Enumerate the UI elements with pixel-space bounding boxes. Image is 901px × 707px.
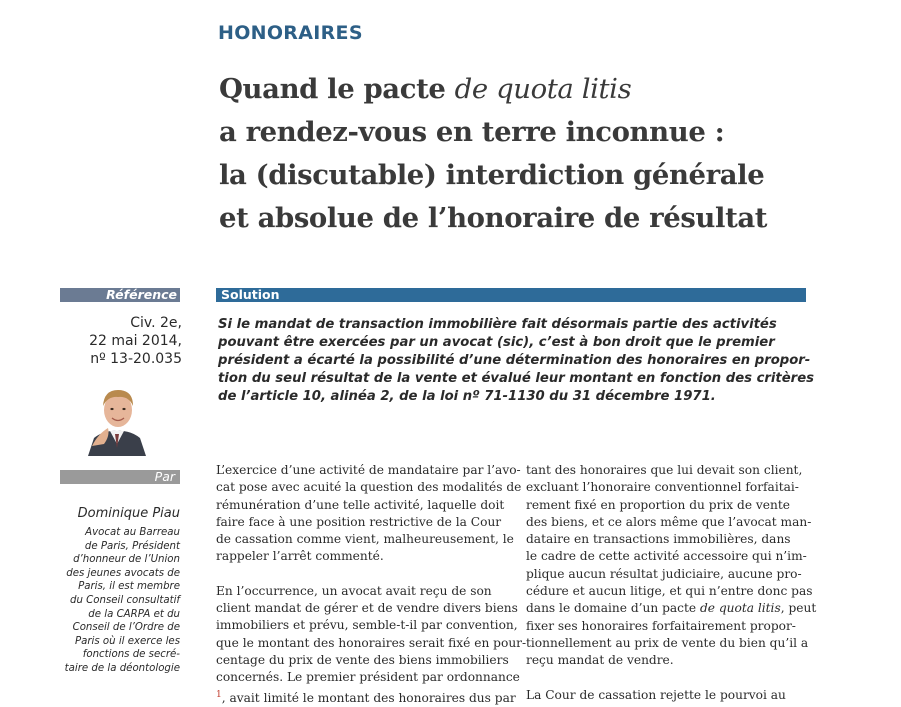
reference-label: Référence xyxy=(106,287,177,302)
body-line: centage du prix de vente des biens immobiliers xyxy=(216,652,509,667)
body-line: rémunération d’une telle activité, laquelle doit xyxy=(216,497,505,512)
reference-line: Civ. 2e, xyxy=(130,315,182,331)
bio-line: d’honneur de l’Union xyxy=(73,554,180,566)
bio-line: Conseil de l’Ordre de xyxy=(72,622,180,634)
par-label: Par xyxy=(154,469,175,484)
body-line: dans le domaine d’un pacte de quota litis, peut xyxy=(526,601,817,616)
body-line: concernés. Le premier président par ordonnance xyxy=(216,670,520,685)
body-line: En l’occurrence, un avocat avait reçu de son xyxy=(216,583,492,598)
body-line: La Cour de cassation rejette le pourvoi au xyxy=(526,687,786,702)
body-line: plique aucun résultat judiciaire, aucune pro- xyxy=(526,566,802,581)
footnote-mark[interactable]: 1 xyxy=(216,689,222,700)
solution-line: tion du seul résultat de la vente et évalué leur montant en fonction des critères xyxy=(218,371,814,386)
article-title xyxy=(219,68,859,240)
section-label: HONORAIRES xyxy=(218,22,363,44)
body-line: dataire en transactions immobilières, dans xyxy=(526,532,791,547)
body-line: faire face à une position restrictive de la Cour xyxy=(216,514,502,529)
body-line: des biens, et ce alors même que l’avocat man- xyxy=(526,514,812,529)
title-line-4: et absolue de l’honoraire de résultat xyxy=(219,202,768,234)
solution-line: président a écarté la possibilité d’une détermination des honoraires en propor- xyxy=(218,353,811,368)
bio-line: fonctions de secré- xyxy=(82,649,180,661)
solution-line: Si le mandat de transaction immobilière fait désormais partie des activités xyxy=(218,317,777,332)
bio-line: Avocat au Barreau xyxy=(85,527,180,538)
bio-line: du Conseil consultatif xyxy=(70,594,180,606)
author-portrait xyxy=(84,384,150,456)
author-bar xyxy=(60,470,180,484)
title-line-1: Quand le pacte de quota litis xyxy=(219,73,632,105)
reference-bar xyxy=(60,288,180,302)
body-line: tant des honoraires que lui devait son client, xyxy=(526,463,803,477)
solution-label: Solution xyxy=(221,287,280,302)
title-line-2: a rendez-vous en terre inconnue : xyxy=(219,116,725,148)
solution-line: pouvant être exercées par un avocat (sic), c’est à bon droit que le premier xyxy=(218,335,775,350)
body-line: tionnellement au prix de vente du bien qu’il a xyxy=(526,635,809,650)
bio-line: de la CARPA et du xyxy=(88,608,180,620)
body-line: de cassation comme vient, malheureusement, le xyxy=(216,532,514,547)
body-line: cédure et aucun litige, et qui n’entre donc pas xyxy=(526,584,813,599)
bio-line: des jeunes avocats de xyxy=(66,567,180,579)
body-line: rement fixé en proportion du prix de vente xyxy=(526,497,790,512)
body-line: cat pose avec acuité la question des modalités de xyxy=(216,480,522,495)
bio-line: de Paris, Président xyxy=(84,540,180,552)
solution-text xyxy=(218,316,814,406)
body-line: le cadre de cette activité accessoire qui n’im- xyxy=(526,549,807,564)
body-column-2 xyxy=(526,462,817,704)
body-line: immobiliers et prévu, semble-t-il par convention, xyxy=(216,618,518,633)
bio-line: Paris, il est membre xyxy=(78,581,180,593)
body-line: que le montant des honoraires serait fixé en pour- xyxy=(216,635,527,650)
body-column-1 xyxy=(216,462,527,707)
body-line: reçu mandat de vendre. xyxy=(526,653,674,668)
author-name: Dominique Piau xyxy=(77,506,180,521)
body-line: L’exercice d’une activité de mandataire par l’avo- xyxy=(216,463,521,477)
bio-line: Paris où il exerce les xyxy=(74,635,180,647)
reference-line: 22 mai 2014, xyxy=(89,333,182,349)
body-line: fixer ses honoraires forfaitairement propor- xyxy=(526,618,796,633)
body-line: $^1$, avait limité le montant des honoraires dus par xyxy=(216,689,516,705)
solution-line: de l’article 10, alinéa 2, de la loi nº 71-1130 du 31 décembre 1971. xyxy=(218,389,716,404)
author-bio xyxy=(60,526,180,676)
body-line: rappeler l’arrêt commenté. xyxy=(216,549,384,564)
title-line-3: la (discutable) interdiction générale xyxy=(219,159,765,191)
body-line: client mandat de gérer et de vendre divers biens xyxy=(216,601,518,616)
solution-bar xyxy=(216,288,806,302)
body-line: excluant l’honoraire conventionnel forfaitai- xyxy=(526,480,799,495)
reference-citation xyxy=(60,314,182,368)
reference-line: nº 13-20.035 xyxy=(90,351,182,367)
bio-line: taire de la déontologie xyxy=(64,662,180,674)
